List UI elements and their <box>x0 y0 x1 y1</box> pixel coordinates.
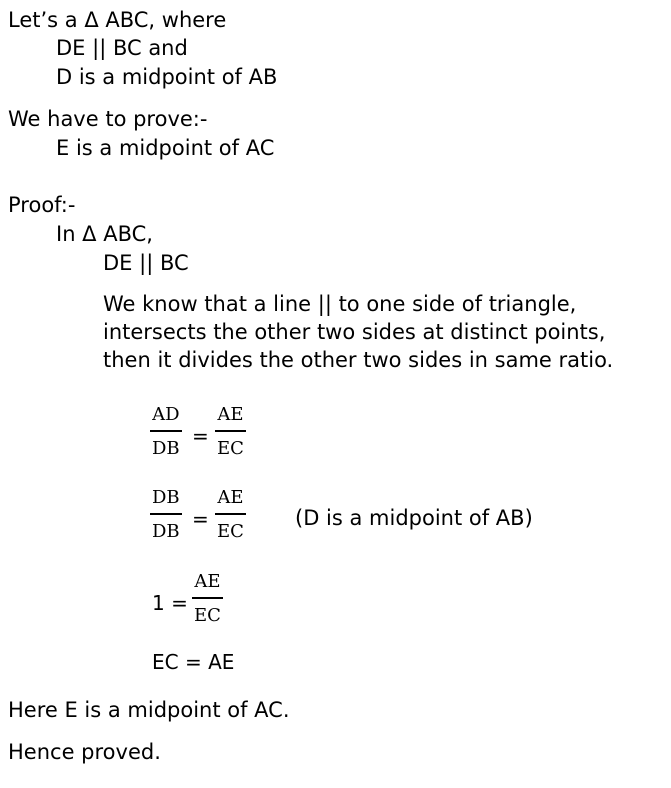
theorem-line-2: intersects the other two sides at distinct points, <box>103 320 606 344</box>
numerator: AE <box>217 404 244 425</box>
theorem-line-1: We know that a line || to one side of triangle, <box>103 292 577 316</box>
given-intro: Let’s a Δ ABC, where <box>8 8 227 32</box>
proof-heading: Proof:- <box>8 193 76 217</box>
numerator: AD <box>152 404 180 425</box>
denominator: DB <box>152 438 180 459</box>
denominator: EC <box>194 605 221 626</box>
fraction-bar <box>192 597 223 599</box>
fraction-bar <box>215 430 246 432</box>
one-equals: 1 = <box>152 591 188 615</box>
midpoint-reason: (D is a midpoint of AB) <box>295 506 533 530</box>
fraction-ad-db <box>150 405 182 459</box>
fraction-bar <box>215 513 246 515</box>
to-prove-statement: E is a midpoint of AC <box>56 136 275 160</box>
fraction-bar <box>150 513 182 515</box>
fraction-ae-ec <box>215 488 246 542</box>
denominator: EC <box>217 438 244 459</box>
denominator: EC <box>217 521 244 542</box>
numerator: AE <box>217 487 244 508</box>
fraction-bar <box>150 430 182 432</box>
proof-parallel-statement: DE || BC <box>103 251 189 275</box>
fraction-db-db <box>150 488 182 542</box>
given-condition-parallel: DE || BC and <box>56 36 188 60</box>
fraction-ae-ec <box>192 572 223 626</box>
proof-in-triangle: In Δ ABC, <box>56 222 153 246</box>
fraction-ae-ec <box>215 405 246 459</box>
conclusion-line: Here E is a midpoint of AC. <box>8 698 290 722</box>
equation-4: EC = AE <box>152 650 235 674</box>
given-condition-midpoint: D is a midpoint of AB <box>56 65 278 89</box>
theorem-line-3: then it divides the other two sides in same ratio. <box>103 348 614 372</box>
numerator: DB <box>152 487 180 508</box>
to-prove-heading: We have to prove:- <box>8 107 208 131</box>
equals-sign: = <box>192 507 209 531</box>
numerator: AE <box>194 571 221 592</box>
hence-proved: Hence proved. <box>8 740 161 764</box>
denominator: DB <box>152 521 180 542</box>
equals-sign: = <box>192 424 209 448</box>
